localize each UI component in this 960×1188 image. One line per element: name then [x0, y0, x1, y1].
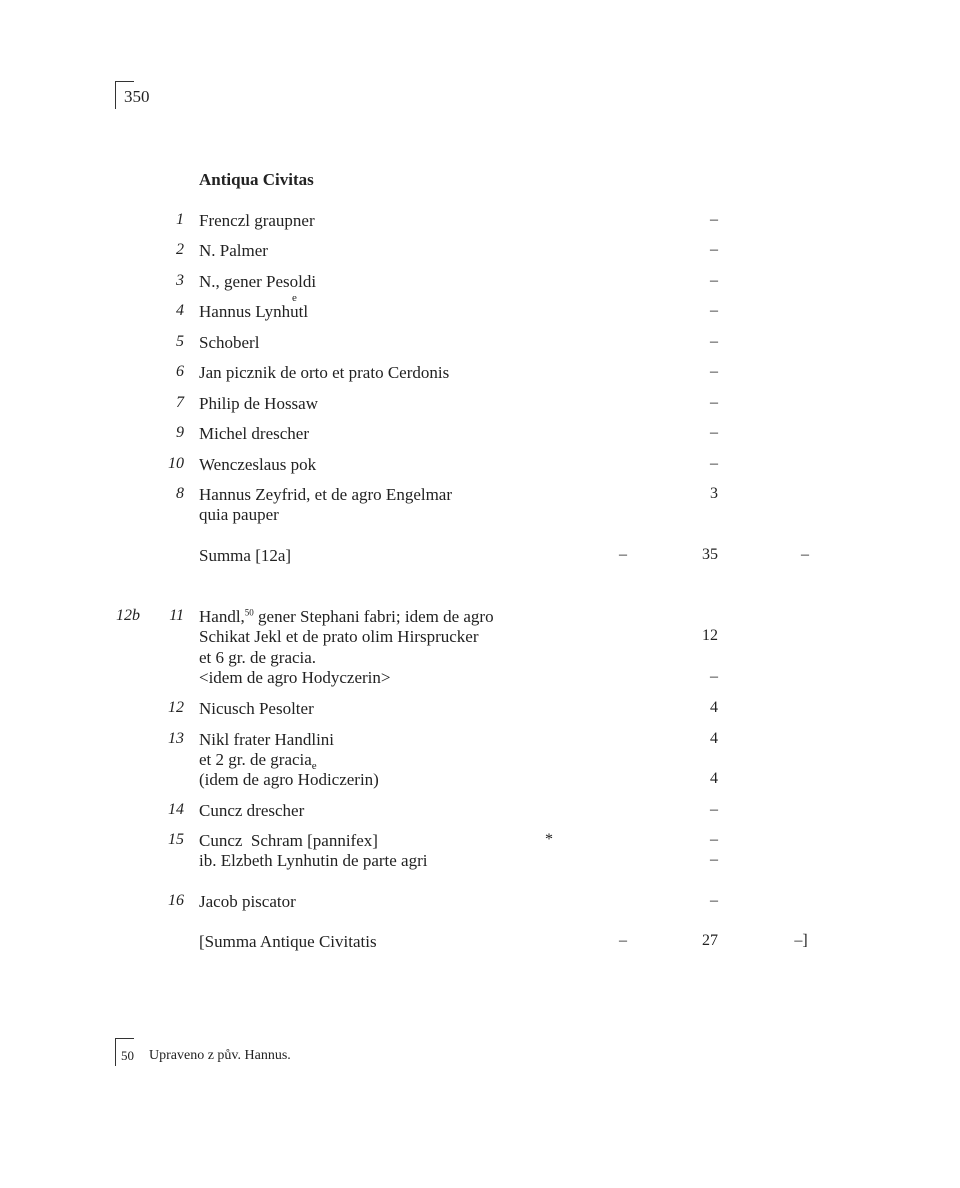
entry-value-10: – — [710, 455, 718, 472]
entry-value-14: – — [710, 801, 718, 818]
entry-name-8-line-2: quia pauper — [199, 505, 279, 524]
entry-value-8: 3 — [710, 485, 718, 502]
asterisk-mark: * — [545, 831, 553, 848]
entry-name-9: Michel drescher — [199, 424, 309, 443]
entry-number-14: 14 — [168, 801, 184, 818]
folio-marker: 12b — [116, 607, 140, 624]
entry-name-10: Wenczeslaus pok — [199, 455, 317, 474]
entry-name-16: Jacob piscator — [199, 892, 296, 911]
entry-name-4-letter: u — [290, 302, 299, 321]
entry-name-15-line-2: ib. Elzbeth Lynhutin de parte agri — [199, 851, 428, 870]
entry-number-4: 4 — [176, 302, 184, 319]
entry-number-2: 2 — [176, 241, 184, 258]
entry-number-11: 11 — [169, 607, 184, 624]
entry-name-13-line-3-part-1: (idem de agro H — [199, 770, 310, 789]
summa-12a-label: Summa [12a] — [199, 546, 292, 565]
section-title: Antiqua Civitas — [199, 170, 314, 189]
entry-name-13-line-1: Nikl frater Handlini — [199, 730, 335, 749]
entry-name-13-line-2: et 2 gr. de gracia — [199, 750, 312, 769]
entry-value-13-a: 4 — [710, 730, 718, 747]
entry-name-13-line-3 — [199, 760, 379, 790]
entry-value-1: – — [710, 211, 718, 228]
entry-value-9: – — [710, 424, 718, 441]
entry-value-11-b: – — [710, 668, 718, 685]
summa-12a-col-3: – — [801, 546, 809, 563]
summa-antique-label: [Summa Antique Civitatis — [199, 932, 377, 951]
entry-value-2: – — [710, 241, 718, 258]
footnote-reference-50: 50 — [244, 607, 254, 618]
entry-name-6: Jan picznik de orto et prato Cerdonis — [199, 363, 450, 382]
entry-number-13: 13 — [168, 730, 184, 747]
entry-value-13-b: 4 — [710, 770, 718, 787]
entry-name-4-part-1: Hannus Lynh — [199, 302, 291, 321]
entry-number-6: 6 — [176, 363, 184, 380]
entry-value-6: – — [710, 363, 718, 380]
entry-name-2: N. Palmer — [199, 241, 268, 260]
entry-number-3: 3 — [176, 272, 184, 289]
entry-name-13-line-3-part-2: diczerin) — [318, 770, 379, 789]
entry-number-5: 5 — [176, 333, 184, 350]
entry-value-7: – — [710, 394, 718, 411]
entry-number-15: 15 — [168, 831, 184, 848]
entry-number-16: 16 — [168, 892, 184, 909]
summa-12a-col-1: – — [619, 546, 627, 563]
entry-name-4 — [199, 292, 309, 322]
entry-number-12: 12 — [168, 699, 184, 716]
entry-number-7: 7 — [176, 394, 184, 411]
footnote-text: Upraveno z pův. Hannus. — [149, 1048, 291, 1063]
entry-value-15-b: – — [710, 851, 718, 868]
entry-number-10: 10 — [168, 455, 184, 472]
entry-name-13-letter: o — [309, 770, 319, 789]
entry-name-12: Nicusch Pesolter — [199, 699, 314, 718]
superscript-e-mark: e — [311, 760, 317, 772]
summa-antique-col-3: –] — [794, 932, 808, 949]
entry-name-1: Frenczl graupner — [199, 211, 315, 230]
entry-name-3: N., gener Pesoldi — [199, 272, 317, 291]
entry-name-11-line-1-part-2: gener Stephani fabri; idem de agro — [253, 607, 494, 626]
summa-12a-col-2: 35 — [702, 546, 718, 563]
entry-value-15-a: – — [710, 831, 718, 848]
entry-value-11-a: 12 — [702, 627, 718, 644]
entry-value-16: – — [710, 892, 718, 909]
entry-name-5: Schoberl — [199, 333, 260, 352]
entry-name-7: Philip de Hossaw — [199, 394, 318, 413]
entry-name-13-letter-with-mark — [309, 760, 319, 790]
entry-name-15-line-1: Cuncz Schram [pannifex] — [199, 831, 378, 850]
entry-name-14: Cuncz drescher — [199, 801, 305, 820]
entry-name-8-line-1: Hannus Zeyfrid, et de agro Engelmar — [199, 485, 453, 504]
entry-value-12: 4 — [710, 699, 718, 716]
superscript-e-mark: e — [291, 292, 297, 304]
entry-name-4-letter-with-mark — [290, 292, 299, 322]
footnote-number: 50 — [121, 1048, 134, 1063]
entry-name-11-line-1-part-1: Handl, — [199, 607, 245, 626]
page-number: 350 — [124, 87, 150, 106]
entry-name-11-line-2: Schikat Jekl et de prato olim Hirsprucker — [199, 627, 479, 646]
entry-number-8: 8 — [176, 485, 184, 502]
entry-value-4: – — [710, 302, 718, 319]
summa-antique-col-2: 27 — [702, 932, 718, 949]
entry-value-3: – — [710, 272, 718, 289]
entry-number-1: 1 — [176, 211, 184, 228]
entry-name-11-line-4: <idem de agro Hodyczerin> — [199, 668, 391, 687]
entry-name-4-part-2: tl — [298, 302, 309, 321]
summa-antique-col-1: – — [619, 932, 627, 949]
entry-number-9: 9 — [176, 424, 184, 441]
entry-name-11-line-1 — [199, 607, 494, 627]
entry-name-11-line-3: et 6 gr. de gracia. — [199, 648, 317, 667]
entry-value-5: – — [710, 333, 718, 350]
